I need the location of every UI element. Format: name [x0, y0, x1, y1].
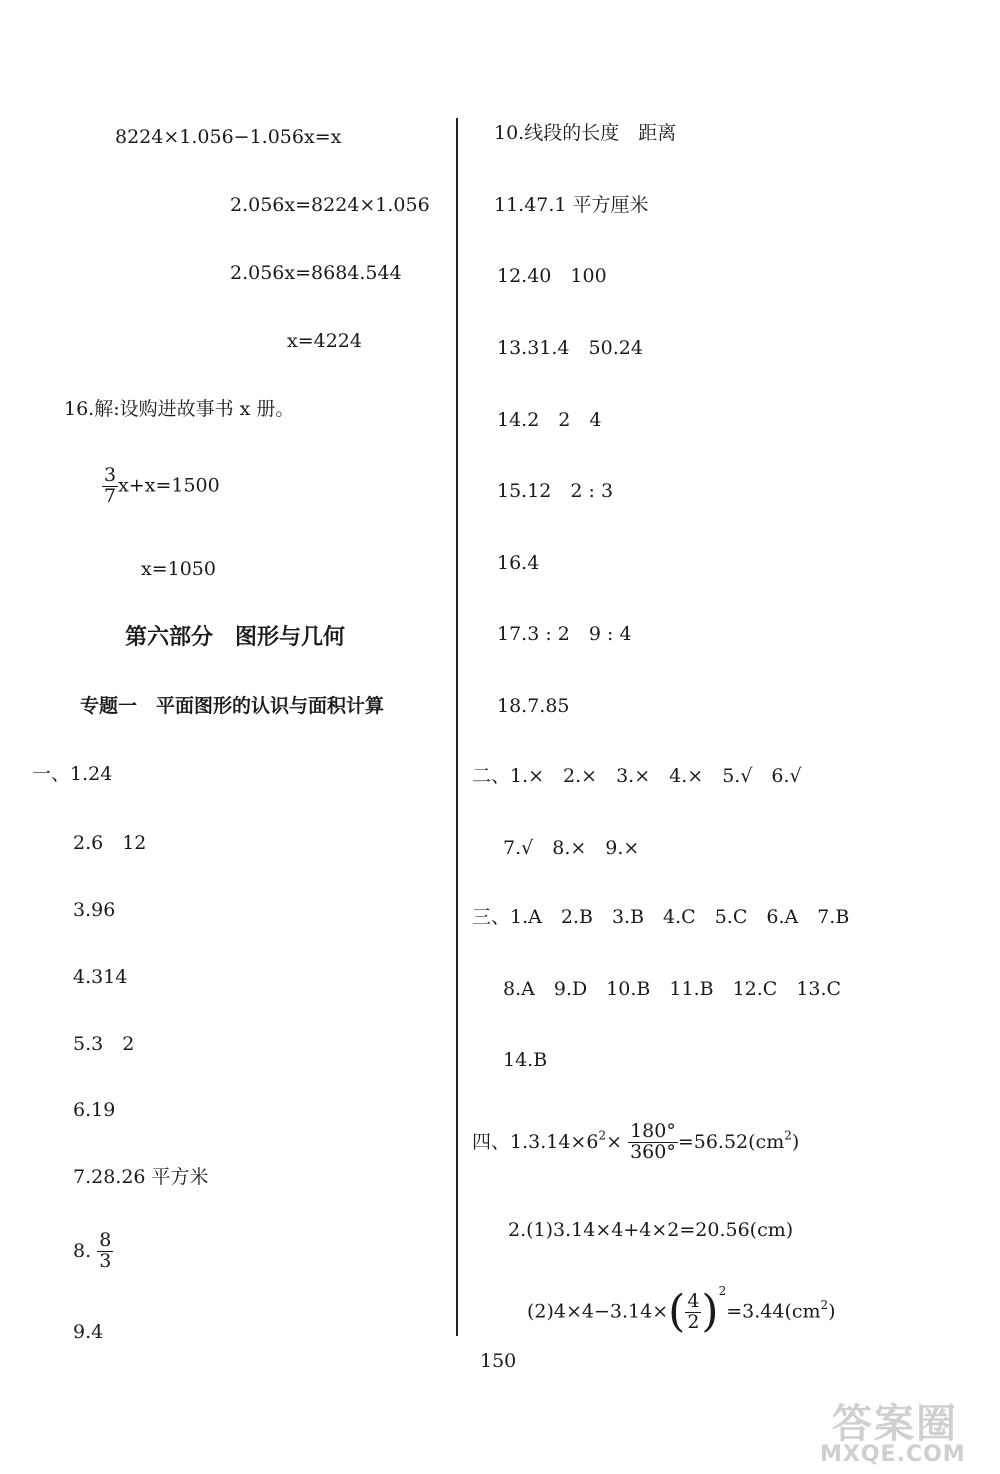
equation-line: x=4224	[287, 330, 362, 352]
item-number: 8.	[73, 1239, 92, 1262]
equation-line: x=1050	[141, 558, 216, 580]
answer-item: 14.2 2 4	[497, 409, 602, 431]
answer-item: 8.A 9.D 10.B 11.B 12.C 13.C	[503, 978, 842, 1000]
numerator: 8	[99, 1229, 112, 1251]
answer-item: 3.96	[73, 899, 116, 921]
column-divider	[456, 118, 458, 1336]
answer-item-fraction	[73, 1231, 113, 1272]
answer-item: 二、1.× 2.× 3.× 4.× 5.√ 6.√	[472, 765, 802, 787]
numerator: 3	[104, 464, 117, 486]
denominator: 2	[687, 1310, 700, 1333]
answer-item: 10.线段的长度 距离	[494, 122, 677, 144]
exponent: 2	[598, 1128, 607, 1143]
formula-part: )	[791, 1130, 800, 1153]
equation-line: 8224×1.056−1.056x=x	[115, 126, 342, 148]
formula-part: =56.52(cm	[677, 1130, 785, 1153]
fraction	[102, 466, 118, 507]
equation-line: 2.056x=8224×1.056	[230, 194, 430, 216]
formula-part: 四、1.3.14×6	[472, 1130, 599, 1153]
answer-item: 16.4	[497, 552, 540, 574]
answer-item: 18.7.85	[497, 695, 570, 717]
answer-item: 一、1.24	[32, 763, 113, 785]
formula-line	[472, 1122, 799, 1163]
answer-item: 13.31.4 50.24	[497, 337, 643, 359]
answer-item: 7.28.26 平方米	[73, 1166, 209, 1188]
fraction	[97, 1231, 113, 1272]
fraction-equation	[102, 466, 220, 507]
answer-item: 4.314	[73, 966, 128, 988]
formula-line: 2.(1)3.14×4+4×2=20.56(cm)	[508, 1219, 794, 1241]
numerator: 180°	[630, 1120, 676, 1142]
denominator: 3	[99, 1249, 112, 1272]
right-paren: )	[701, 1286, 719, 1337]
watermark-logo: 答案圈	[832, 1401, 958, 1447]
answer-item: 6.19	[73, 1099, 116, 1121]
answer-item: 5.3 2	[73, 1033, 135, 1055]
answer-item: 7.√ 8.× 9.×	[503, 837, 640, 859]
question-16: 16.解:设购进故事书 x 册。	[64, 398, 295, 420]
equation-line: 2.056x=8684.544	[230, 262, 402, 284]
answer-item: 17.3 : 2 9 : 4	[497, 623, 632, 645]
exponent: 2	[820, 1298, 829, 1312]
left-paren: (	[668, 1286, 686, 1337]
answer-item: 15.12 2 : 3	[497, 480, 614, 502]
equation-rest: x+x=1500	[118, 474, 220, 497]
fraction	[628, 1122, 678, 1163]
denominator: 360°	[630, 1140, 676, 1163]
fraction	[685, 1289, 701, 1333]
formula-part: (2)4×4−3.14×	[527, 1300, 669, 1323]
topic-title: 专题一 平面图形的认识与面积计算	[80, 695, 385, 717]
answer-item: 11.47.1 平方厘米	[494, 194, 649, 216]
answer-item: 2.6 12	[73, 832, 147, 854]
part-title: 第六部分 图形与几何	[125, 625, 346, 650]
exponent: 2	[784, 1128, 792, 1143]
answer-item: 14.B	[503, 1049, 548, 1071]
formula-part: ×	[606, 1130, 623, 1153]
exponent: 2	[718, 1284, 727, 1298]
answer-item: 12.40 100	[497, 265, 607, 287]
answer-item: 9.4	[73, 1321, 104, 1343]
answer-item: 三、1.A 2.B 3.B 4.C 5.C 6.A 7.B	[472, 906, 850, 928]
formula-part: =3.44(cm	[726, 1300, 821, 1323]
watermark-url: MXQE.COM	[820, 1442, 966, 1467]
page-number: 150	[480, 1350, 517, 1372]
formula-part: )	[828, 1300, 836, 1323]
denominator: 7	[104, 484, 117, 507]
numerator: 4	[687, 1289, 700, 1312]
formula-line	[527, 1284, 836, 1337]
